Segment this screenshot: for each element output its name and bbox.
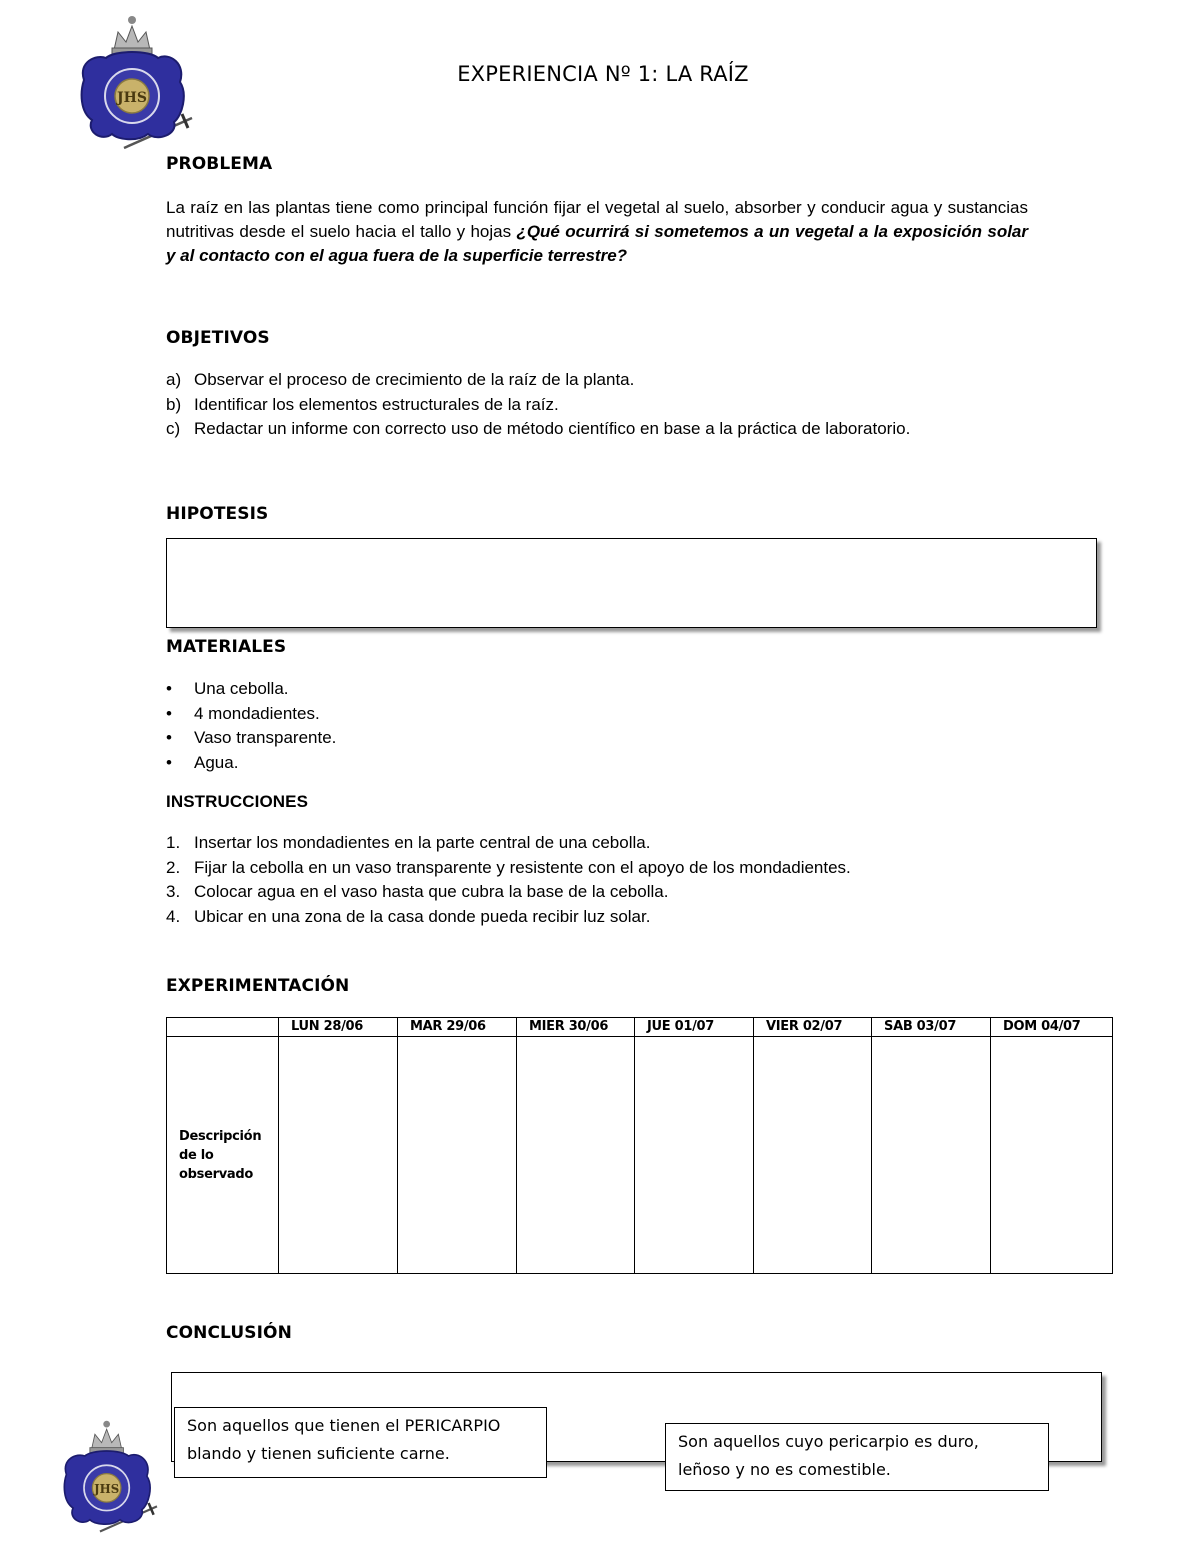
note-box-left: Son aquellos que tienen el PERICARPIO blando y tienen suficiente carne. <box>174 1407 547 1478</box>
problema-heading: PROBLEMA <box>166 154 273 174</box>
list-item: 2. Fijar la cebolla en un vaso transparente y resistente con el apoyo de los mondadientes. <box>166 857 851 877</box>
problema-text: La raíz en las plantas tiene como principal función fijar el vegetal al suelo, absorber y conducir agua y sustancias nutritivas desde el suelo hacia el tallo y hojas <box>166 198 1028 241</box>
objetivos-list <box>166 368 1066 442</box>
observation-cell[interactable] <box>279 1037 398 1274</box>
list-item: • Vaso transparente. <box>166 726 766 751</box>
school-logo-bottom <box>58 1414 162 1540</box>
observation-cell[interactable] <box>635 1037 754 1274</box>
instrucciones-heading: INSTRUCCIONES <box>166 792 309 811</box>
list-item: • Agua. <box>166 751 766 776</box>
row-label-cell: Descripción de lo observado <box>167 1037 279 1274</box>
instrucciones-list <box>166 831 1066 929</box>
problema-paragraph <box>166 196 1028 268</box>
day-header: DOM 04/07 <box>991 1018 1113 1037</box>
list-item: b) Identificar los elementos estructurales de la raíz. <box>166 394 559 414</box>
bullet-icon: • <box>166 703 172 723</box>
note-box-right: Son aquellos cuyo pericarpio es duro, leñoso y no es comestible. <box>665 1423 1049 1491</box>
svg-text:JHS: JHS <box>94 1481 120 1496</box>
day-header: MIER 30/06 <box>517 1018 635 1037</box>
list-item: a) Observar el proceso de crecimiento de la raíz de la planta. <box>166 370 635 389</box>
bullet-icon: • <box>166 752 172 772</box>
table-header-row <box>167 1018 1113 1037</box>
hipotesis-heading: HIPOTESIS <box>166 504 269 524</box>
list-item: • Una cebolla. <box>166 677 766 702</box>
day-header: SAB 03/07 <box>872 1018 991 1037</box>
table-corner-cell <box>167 1018 279 1037</box>
experimentacion-heading: EXPERIMENTACIÓN <box>166 976 350 996</box>
day-header: JUE 01/07 <box>635 1018 754 1037</box>
crest-icon <box>58 1414 162 1540</box>
svg-text:JHS: JHS <box>117 90 147 106</box>
conclusion-heading: CONCLUSIÓN <box>166 1323 292 1343</box>
list-item: • 4 mondadientes. <box>166 702 766 727</box>
materiales-list <box>166 677 766 775</box>
materiales-heading: MATERIALES <box>166 637 287 657</box>
day-header: MAR 29/06 <box>398 1018 517 1037</box>
observation-cell[interactable] <box>991 1037 1113 1274</box>
list-item: 3. Colocar agua en el vaso hasta que cubra la base de la cebolla. <box>166 882 669 901</box>
experimentacion-table <box>166 1017 1113 1274</box>
table-row <box>167 1037 1113 1274</box>
list-item: 1. Insertar los mondadientes en la parte central de una cebolla. <box>166 833 651 852</box>
day-header: VIER 02/07 <box>754 1018 872 1037</box>
observation-cell[interactable] <box>754 1037 872 1274</box>
observation-cell[interactable] <box>398 1037 517 1274</box>
day-header: LUN 28/06 <box>279 1018 398 1037</box>
bullet-icon: • <box>166 679 172 698</box>
objetivos-heading: OBJETIVOS <box>166 328 270 348</box>
bullet-icon: • <box>166 728 172 747</box>
hipotesis-box[interactable] <box>166 538 1097 628</box>
observation-cell[interactable] <box>517 1037 635 1274</box>
list-item: 4. Ubicar en una zona de la casa donde pueda recibir luz solar. <box>166 906 651 926</box>
observation-cell[interactable] <box>872 1037 991 1274</box>
problema-question: ¿Qué ocurrirá si sometemos a un vegetal a la exposición solar y al contacto con el agua fuera de la superficie terrestre? <box>166 222 1028 265</box>
document-title: EXPERIENCIA Nº 1: LA RAÍZ <box>457 62 749 86</box>
list-item: c) Redactar un informe con correcto uso de método científico en base a la práctica de laboratorio. <box>166 419 911 438</box>
